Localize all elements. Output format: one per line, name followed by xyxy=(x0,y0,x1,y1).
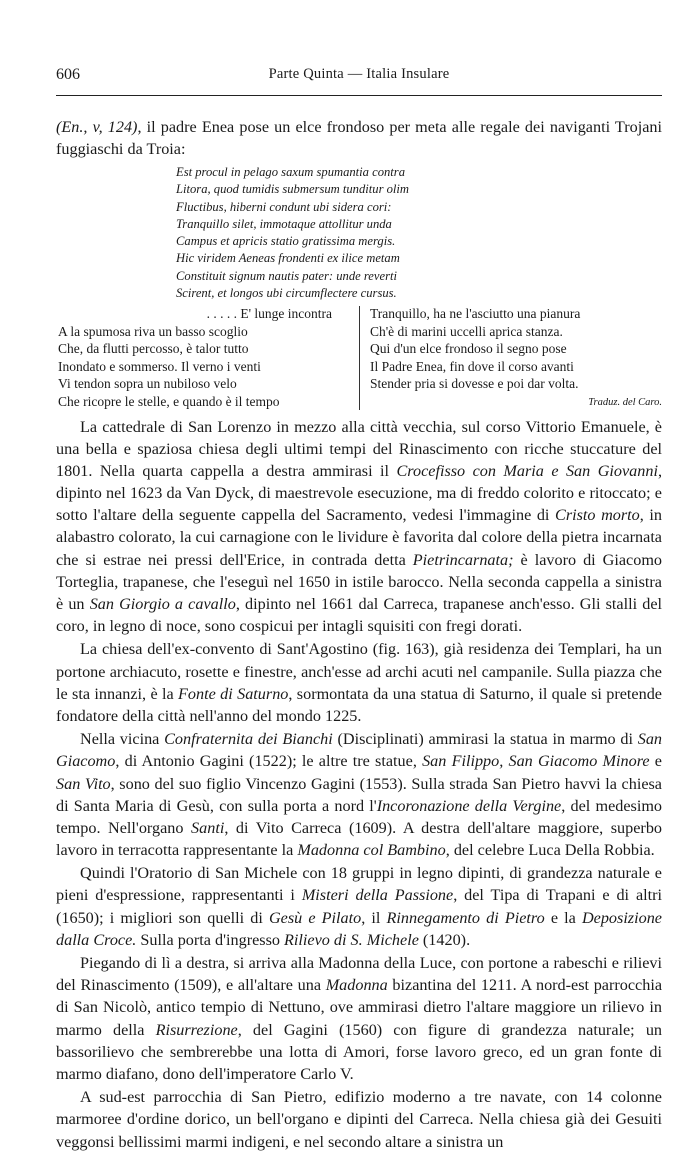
intro-reference: (En., v, 124) xyxy=(56,118,138,136)
translation-credit: Traduz. del Caro. xyxy=(588,396,662,408)
italic-title: San Giacomo xyxy=(56,730,662,771)
intro-paragraph xyxy=(56,116,662,160)
translation-verse: Ch'è di marini uccelli aprica stanza. xyxy=(370,323,563,339)
text-run: (Disciplinati) ammirasi la statua in marmo di xyxy=(332,730,638,749)
italic-title: Risurrezione xyxy=(155,1020,238,1039)
body-text xyxy=(56,416,662,1154)
italic-title: San Vito xyxy=(56,774,111,793)
italic-title: Crocefisso con Maria e San Giovanni xyxy=(396,462,658,481)
translation-verse: Il Padre Enea, fin dove il corso avanti xyxy=(370,358,574,374)
translation-verse: Che, da flutti percosso, è talor tutto xyxy=(58,341,249,357)
translation-left-column xyxy=(58,305,344,411)
text-run: , il xyxy=(361,908,387,927)
body-paragraph xyxy=(56,1086,662,1152)
italic-title: San Giorgio a cavallo xyxy=(89,594,236,613)
text-run: A sud-est parrocchia di San Pietro, edifizio moderno a tre navate, con 14 colonne marmoree d'ordine dorico, un bell'organo e dipinti del Carreca. Nella chiesa già dei Gesuiti veggonsi bellissimi marmi indigeni, e nel secondo altare a sinistra un xyxy=(56,1088,662,1151)
text-run: , in alabastro colorato, la cui carnagione con le lividure è favorita dal colore della pietra incarnata che si estrae nei pressi dell'Erice, in contrada detta xyxy=(56,506,662,569)
italic-title: Rinnegamento di Pietro xyxy=(386,908,545,927)
latin-verse: Scirent, et longos ubi circumflectere cursus. xyxy=(176,286,397,301)
italic-title: Incoronazione della Vergine xyxy=(376,796,562,815)
italic-title: Madonna col Bambino xyxy=(297,840,446,859)
italic-title: Madonna xyxy=(325,976,388,995)
page-header xyxy=(56,66,662,90)
latin-verse: Campus et apricis statio gratissima mergis. xyxy=(176,234,396,249)
text-run: Nella vicina xyxy=(80,730,165,749)
text-run: è lavoro di Giacomo Torteglia, trapanese, che l'eseguì nel 1650 in istile barocco. Nella seconda cappella a sinistra è un xyxy=(56,550,662,613)
text-run: Quindi l'Oratorio di San Michele con 18 gruppi in legno dipinti, di grandezza naturale e pieni d'espressione, rappresentanti i xyxy=(56,864,662,905)
body-paragraph xyxy=(56,952,662,1085)
translation-verse: Stender pria si dovesse e poi dar volta. xyxy=(370,376,579,392)
text-run: , del Tipa di Trapani e di altri (1650); i migliori son quelli di xyxy=(56,886,663,927)
latin-verse: Litora, quod tumidis submersum tunditur olim xyxy=(176,182,410,197)
italic-title: Pietrincarnata; xyxy=(412,550,514,569)
text-run: La cattedrale di San Lorenzo in mezzo alla città vecchia, sul corso Vittorio Emanuele, è una bella e spaziosa chiesa degli ultimi tempi del Rinascimento con ricche stuccature del 1801. Nella quarta cappella a destra ammirasi il xyxy=(56,418,662,481)
latin-verse: Hic viridem Aeneas frondenti ex ilice metam xyxy=(176,251,400,266)
italic-title: Confraternita dei Bianchi xyxy=(164,730,333,749)
latin-verse: Est procul in pelago saxum spumantia contra xyxy=(176,165,406,179)
text-run: Piegando di lì a destra, si arriva alla Madonna della Luce, con portone a rabeschi e rilievi del Rinascimento (1509), e all'altare una xyxy=(56,954,662,995)
text-run: , di Vito Carreca (1609). A destra dell'altare maggiore, superbo lavoro in terracotta rappresentante la xyxy=(56,818,663,859)
text-run: , del medesimo tempo. Nell'organo xyxy=(56,796,663,837)
latin-verse: Constituit signum nautis pater: unde reverti xyxy=(176,268,397,283)
page-number: 606 xyxy=(56,66,80,83)
text-run: , sono del suo figlio Vincenzo Gagini (1553). Sulla strada San Pietro havvi la chiesa di Santa Maria di Gesù, con sulla porta a nord l' xyxy=(56,774,662,815)
translation-verse: Qui d'un elce frondoso il segno pose xyxy=(370,341,567,357)
text-run: , dipinto nel 1623 da Van Dyck, di maestrevole esecuzione, ma di freddo colorito e ritoccato; e sotto l'altare della seguente cappella del Sacramento, vedesi l'immagine di xyxy=(56,462,662,525)
translation-verse: Che ricopre le stelle, e quando è il tempo xyxy=(58,393,280,409)
italic-title: San Filippo, San Giacomo Minore xyxy=(422,752,650,771)
text-run: bizantina del 1211. A nord-est parrocchia di San Nicolò, antico tempio di Nettuno, ove ammirasi dietro l'altare maggiore un rilievo in marmo della xyxy=(56,976,662,1039)
translation-right-column xyxy=(370,305,662,410)
italic-title: Cristo morto xyxy=(555,506,640,525)
latin-quotation xyxy=(176,164,626,302)
body-paragraph xyxy=(56,862,662,950)
italic-title: Deposizione dalla Croce. xyxy=(56,908,662,949)
running-title: Parte Quinta — Italia Insulare xyxy=(268,66,450,82)
translation-verse: Inondato e sommerso. Il verno i venti xyxy=(58,358,261,374)
italic-title: Santi xyxy=(191,818,225,837)
translation-verse: Tranquillo, ha ne l'asciutto una pianura xyxy=(370,306,581,321)
header-rule xyxy=(56,95,662,96)
italic-title: Gesù e Pilato xyxy=(268,908,362,927)
text-run: e xyxy=(649,752,662,771)
body-paragraph xyxy=(56,416,662,637)
text-run: La chiesa dell'ex-convento di Sant'Agostino (fig. 163), già residenza dei Templari, ha un portone archiacuto, rosette e finestre, anch'esse ad archi acuti nel campanile. Sulla piazza che le sta innanzi, è la xyxy=(56,640,662,703)
text-run: , del celebre Luca Della Robbia. xyxy=(445,840,655,859)
translation-verse: . . . . . E' lunge incontra xyxy=(206,306,332,321)
intro-text: , il padre Enea pose un elce frondoso per meta alle regale dei naviganti Trojani fuggiaschi da Troia: xyxy=(56,118,663,158)
body-paragraph xyxy=(56,728,662,861)
translation-column-divider xyxy=(359,306,360,410)
latin-verse: Tranquillo silet, immotaque attollitur unda xyxy=(176,216,392,231)
text-run: , di Antonio Gagini (1522); le altre tre statue, xyxy=(115,752,423,771)
italic-title: Fonte di Saturno xyxy=(178,684,289,703)
italic-title: Rilievo di S. Michele xyxy=(284,930,419,949)
italic-title: Misteri della Passione xyxy=(301,886,454,905)
text-run: , sormontata da una statua di Saturno, il quale si pretende fondatore della città nell'anno del mondo 1225. xyxy=(56,684,662,725)
text-run: Sulla porta d'ingresso xyxy=(136,930,285,949)
text-run: (1420). xyxy=(418,930,471,949)
text-run: e la xyxy=(544,908,582,927)
text-run: , del Gagini (1560) con figure di grandezza naturale; un bassorilievo che sembrerebbe una lotta di Amori, forse lavoro greco, ed un gran fonte di marmo diafano, dono dell'imperatore Carlo V. xyxy=(56,1020,663,1083)
translation-verse: A la spumosa riva un basso scoglio xyxy=(58,323,248,339)
translation-verse: Vi tendon sopra un nubiloso velo xyxy=(58,376,237,392)
body-paragraph xyxy=(56,638,662,726)
text-run: , dipinto nel 1661 dal Carreca, trapanese anch'esso. Gli stalli del coro, in legno di noce, sono cospicui per intagli squisiti con fregi dorati. xyxy=(56,594,663,635)
latin-verse: Fluctibus, hiberni condunt ubi sidera cori: xyxy=(176,199,392,214)
